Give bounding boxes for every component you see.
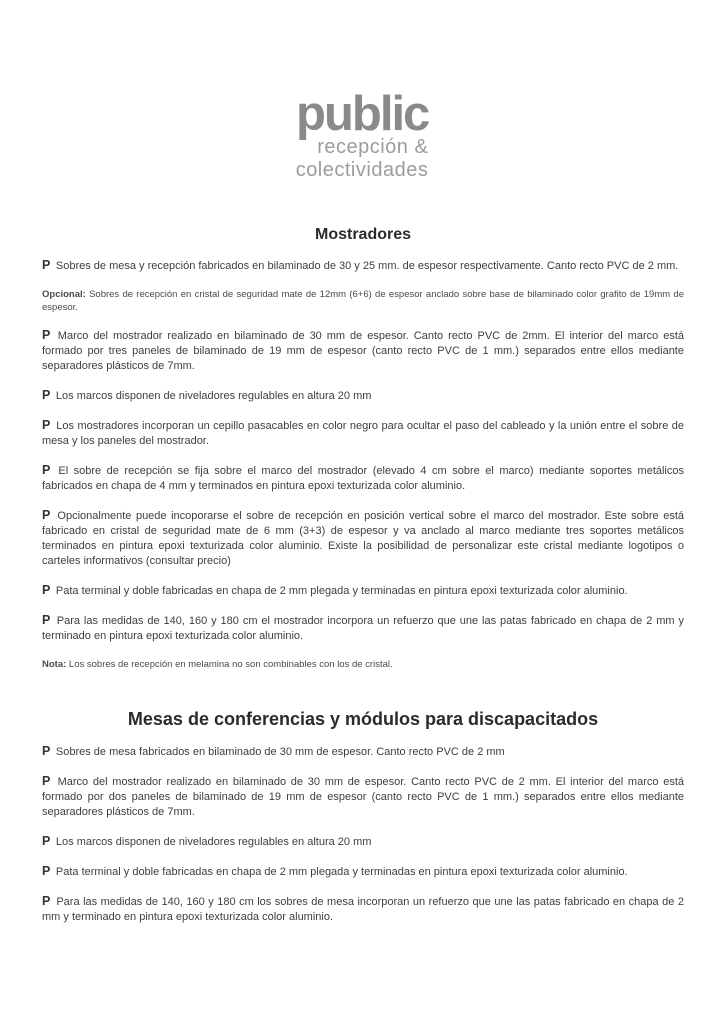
spec-paragraph: P Opcionalmente puede incoporarse el sobre de recepción en posición vertical sobre el marco del mostrador. Este sobre está fabricado en cristal de seguridad mate de 6 mm (3+3) de espesor y va anclado al marco mediante tres soportes metálicos terminados en pintura epoxi texturizada color aluminio. Existe la posibilidad de personalizar este cristal mediante logotipos o carteles informativos (consultar precio) <box>42 508 684 567</box>
brand-p-bullet-icon: P <box>42 834 51 848</box>
spec-paragraph: P Los mostradores incorporan un cepillo pasacables en color negro para ocultar el paso del cableado y la unión entre el sobre de mesa y los paneles del mostrador. <box>42 418 684 447</box>
brand-p-bullet-icon: P <box>42 508 51 522</box>
spec-paragraph: P Sobres de mesa y recepción fabricados en bilaminado de 30 y 25 mm. de espesor respectivamente. Canto recto PVC de 2 mm. <box>42 258 679 272</box>
brand-p-bullet-icon: P <box>42 583 51 597</box>
note-label: Nota: <box>42 659 67 670</box>
section-paragraphs-mostradores <box>42 258 684 671</box>
note-paragraph: Nota: Los sobres de recepción en melamina no son combinables con los de cristal. <box>42 659 393 670</box>
brand-p-bullet-icon: P <box>42 774 51 788</box>
section-paragraphs-mesas-conferencias <box>42 744 684 925</box>
brand-p-bullet-icon: P <box>42 864 51 878</box>
brand-p-bullet-icon: P <box>42 328 51 342</box>
brand-logo-wordmark: public <box>296 87 429 141</box>
note-label: Opcional: <box>42 289 86 300</box>
spec-paragraph: P El sobre de recepción se fija sobre el marco del mostrador (elevado 4 cm sobre el marco) mediante soportes metálicos fabricados en chapa de 4 mm y terminados en pintura epoxi texturizada color aluminio. <box>42 463 684 492</box>
brand-p-bullet-icon: P <box>42 613 51 627</box>
spec-paragraph: P Marco del mostrador realizado en bilaminado de 30 mm de espesor. Canto recto PVC de 2mm. El interior del marco está formado por tres paneles de bilaminado de 19 mm de espesor (canto recto PVC de 1 mm.) separados entre ellos mediante separadores plásticos de 7mm. <box>42 328 684 372</box>
spec-paragraph: P Sobres de mesa fabricados en bilaminado de 30 mm de espesor. Canto recto PVC de 2 mm <box>42 744 505 758</box>
spec-paragraph: P Pata terminal y doble fabricadas en chapa de 2 mm plegada y terminadas en pintura epoxi texturizada color aluminio. <box>42 583 628 597</box>
brand-logo <box>295 87 429 182</box>
spec-paragraph: P Para las medidas de 140, 160 y 180 cm el mostrador incorpora un refuerzo que une las patas fabricado en chapa de 2 mm y terminado en pintura epoxi texturizada color aluminio. <box>42 613 684 642</box>
spec-paragraph: P Marco del mostrador realizado en bilaminado de 30 mm de espesor. Canto recto PVC de 2 mm. El interior del marco está formado por dos paneles de bilaminado de 19 mm de espesor (canto recto PVC de 1 mm.) separados entre ellos mediante separadores plásticos de 7mm. <box>42 774 684 818</box>
brand-logo-subtitle-line1: recepción & <box>317 136 429 158</box>
spec-paragraph: P Los marcos disponen de niveladores regulables en altura 20 mm <box>42 834 372 848</box>
brand-p-bullet-icon: P <box>42 418 51 432</box>
brand-p-bullet-icon: P <box>42 388 51 402</box>
spec-paragraph: P Los marcos disponen de niveladores regulables en altura 20 mm <box>42 388 372 402</box>
brand-p-bullet-icon: P <box>42 463 51 477</box>
spec-paragraph: P Para las medidas de 140, 160 y 180 cm los sobres de mesa incorporan un refuerzo que une las patas fabricado en chapa de 2 mm y terminado en pintura epoxi texturizada color aluminio. <box>42 894 684 923</box>
brand-p-bullet-icon: P <box>42 744 51 758</box>
brand-logo-subtitle-line2: colectividades <box>295 159 429 181</box>
section-title-mesas-conferencias: Mesas de conferencias y módulos para discapacitados <box>127 709 599 729</box>
section-title-mostradores: Mostradores <box>314 226 412 243</box>
note-paragraph: Opcional: Sobres de recepción en cristal de seguridad mate de 12mm (6+6) de espesor anclado sobre base de bilaminado color grafito de 19mm de espesor. <box>42 289 684 313</box>
document-content <box>42 226 684 925</box>
brand-p-bullet-icon: P <box>42 894 51 908</box>
brand-p-bullet-icon: P <box>42 258 51 272</box>
spec-paragraph: P Pata terminal y doble fabricadas en chapa de 2 mm plegada y terminadas en pintura epoxi texturizada color aluminio. <box>42 864 628 878</box>
